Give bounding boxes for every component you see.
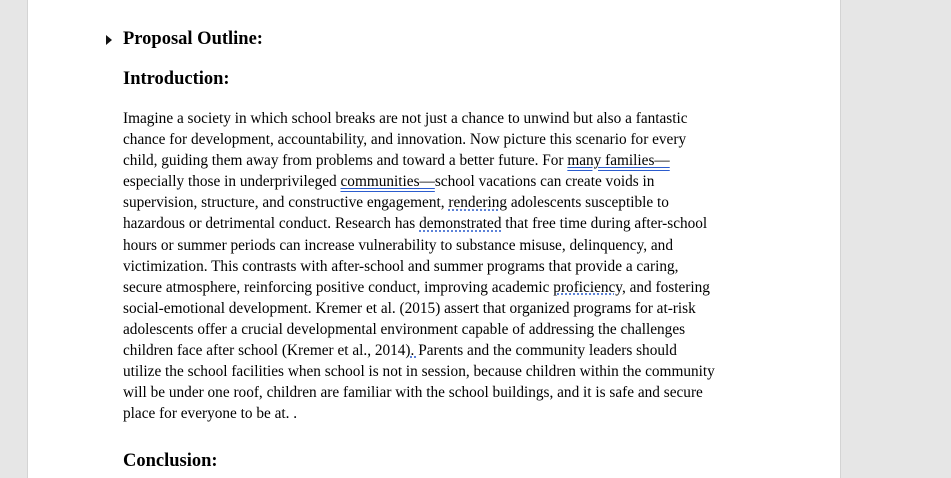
text-run: especially those in underprivileged — [123, 173, 341, 191]
grammar-flag-communities[interactable]: communities— — [340, 173, 435, 191]
collapse-triangle-icon[interactable] — [106, 35, 112, 45]
suggestion-flag-punctuation[interactable]: . — [410, 342, 419, 360]
text-line: adolescents offer a crucial developmental environment capable of addressing the challenges — [123, 320, 686, 338]
text-line — [123, 277, 763, 298]
introduction-paragraph[interactable] — [123, 108, 763, 424]
text-run: supervision, structure, and constructive engagement, — [123, 194, 449, 212]
text-line: chance for development, accountability, and innovation. Now picture this scenario for every — [123, 131, 687, 149]
text-line: will be under one roof, children are familiar with the school buildings, and it is safe and secure — [123, 384, 703, 402]
text-run: and fostering — [625, 278, 710, 296]
proposal-outline-heading-row — [106, 29, 263, 50]
text-run: Parents and the community leaders should — [418, 342, 677, 360]
text-line — [123, 192, 763, 213]
grammar-flag-many-families[interactable]: many families— — [567, 152, 670, 170]
text-line: place for everyone to be at. . — [123, 405, 298, 423]
text-line — [123, 171, 763, 192]
suggestion-flag-rendering[interactable]: rendering — [448, 194, 508, 212]
text-run: children face after school (Kremer et al., 2014) — [123, 342, 411, 360]
text-line — [123, 150, 763, 171]
text-line — [123, 213, 763, 234]
document-page — [27, 0, 841, 478]
conclusion-heading: Conclusion: — [123, 451, 218, 471]
suggestion-flag-proficiency[interactable]: proficiency, — [553, 278, 626, 296]
text-line — [123, 340, 763, 361]
proposal-outline-heading: Proposal Outline: — [123, 29, 263, 49]
text-line: social-emotional development. Kremer et al. (2015) assert that organized programs for at-risk — [123, 299, 696, 317]
text-line: Imagine a society in which school breaks are not just a chance to unwind but also a fantastic — [123, 110, 688, 127]
text-run: secure atmosphere, reinforcing positive conduct, improving academic — [123, 278, 554, 296]
text-run: school vacations can create voids in — [434, 173, 655, 191]
introduction-heading: Introduction: — [123, 69, 230, 89]
suggestion-flag-demonstrated[interactable]: demonstrated — [419, 215, 502, 233]
text-run: hazardous or detrimental conduct. Research has — [123, 215, 420, 233]
text-line: utilize the school facilities when school is not in session, because children within the community — [123, 363, 715, 381]
text-line: hours or summer periods can increase vulnerability to substance misuse, delinquency, and — [123, 236, 673, 254]
text-run: child, guiding them away from problems and toward a better future. For — [123, 152, 568, 170]
text-line: victimization. This contrasts with after-school and summer programs that provide a caring, — [123, 257, 679, 275]
text-run: adolescents susceptible to — [507, 194, 669, 212]
text-run: that free time during after-school — [501, 215, 708, 233]
